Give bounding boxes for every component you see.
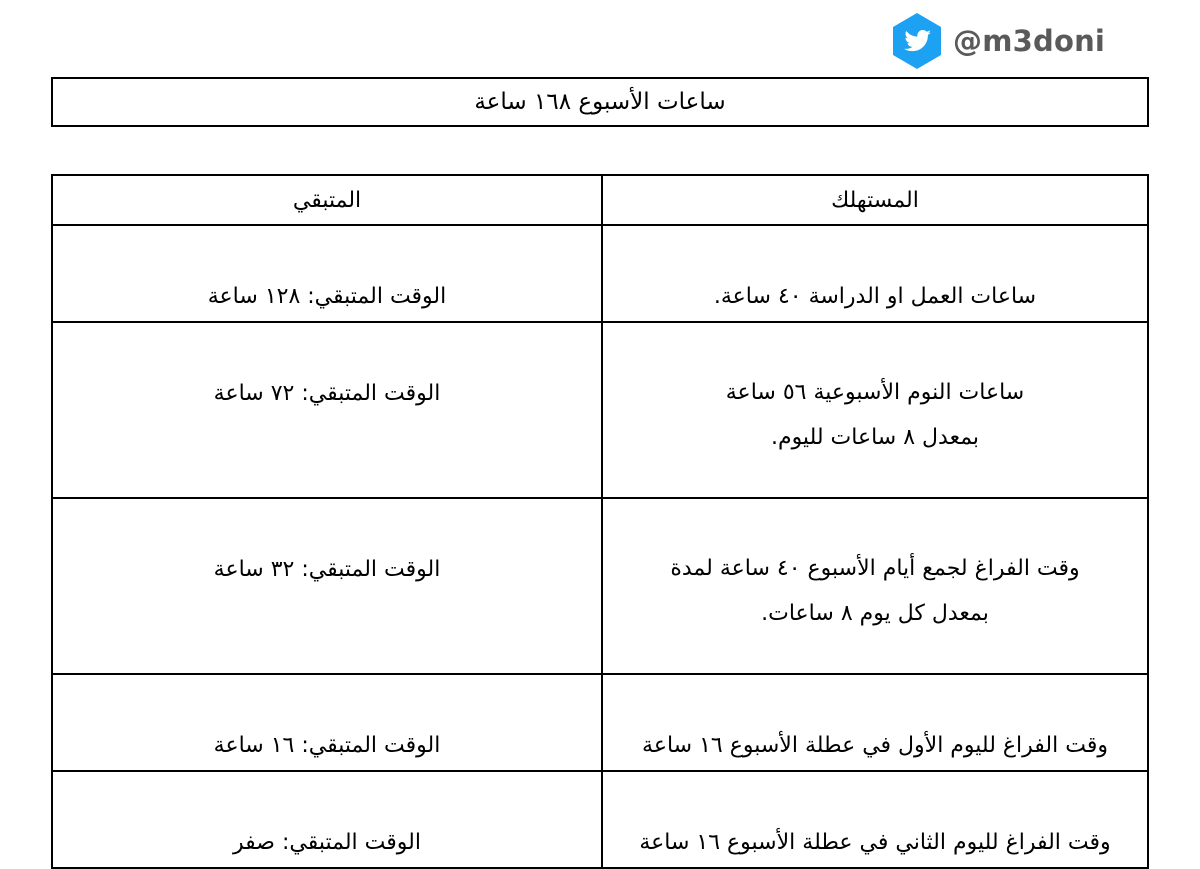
header-remaining: المتبقي bbox=[52, 175, 602, 225]
used-cell bbox=[602, 498, 1148, 674]
used-cell bbox=[602, 322, 1148, 498]
twitter-handle: @m3doni bbox=[953, 24, 1106, 58]
used-text-line: بمعدل ٨ ساعات لليوم. bbox=[770, 425, 980, 450]
page-title: ساعات الأسبوع ١٦٨ ساعة bbox=[51, 77, 1149, 127]
table-header-row bbox=[52, 175, 1148, 225]
used-text-line: بمعدل كل يوم ٨ ساعات. bbox=[761, 601, 989, 626]
used-text-line: وقت الفراغ لليوم الأول في عطلة الأسبوع ١٦ ساعة bbox=[642, 733, 1108, 758]
header-used: المستهلك bbox=[602, 175, 1148, 225]
used-text-line: ساعات النوم الأسبوعية ٥٦ ساعة bbox=[725, 380, 1025, 405]
twitter-bird-icon bbox=[891, 12, 943, 70]
remaining-cell: الوقت المتبقي: ١٦ ساعة bbox=[52, 674, 602, 771]
used-text-line: ساعات العمل او الدراسة ٤٠ ساعة. bbox=[713, 284, 1037, 309]
table-row bbox=[52, 322, 1148, 498]
remaining-cell: الوقت المتبقي: ٣٢ ساعة bbox=[52, 498, 602, 674]
hours-table bbox=[51, 174, 1149, 869]
table-row bbox=[52, 225, 1148, 322]
table-row bbox=[52, 771, 1148, 868]
used-cell bbox=[602, 225, 1148, 322]
used-cell bbox=[602, 771, 1148, 868]
table-row bbox=[52, 498, 1148, 674]
remaining-cell: الوقت المتبقي: صفر bbox=[52, 771, 602, 868]
used-text-line: وقت الفراغ لليوم الثاني في عطلة الأسبوع ١٦ ساعة bbox=[639, 830, 1111, 855]
used-text-line: وقت الفراغ لجمع أيام الأسبوع ٤٠ ساعة لمدة bbox=[670, 556, 1080, 581]
remaining-cell: الوقت المتبقي: ٧٢ ساعة bbox=[52, 322, 602, 498]
brand-watermark bbox=[891, 12, 1105, 70]
used-cell bbox=[602, 674, 1148, 771]
table-row bbox=[52, 674, 1148, 771]
remaining-cell: الوقت المتبقي: ١٢٨ ساعة bbox=[52, 225, 602, 322]
